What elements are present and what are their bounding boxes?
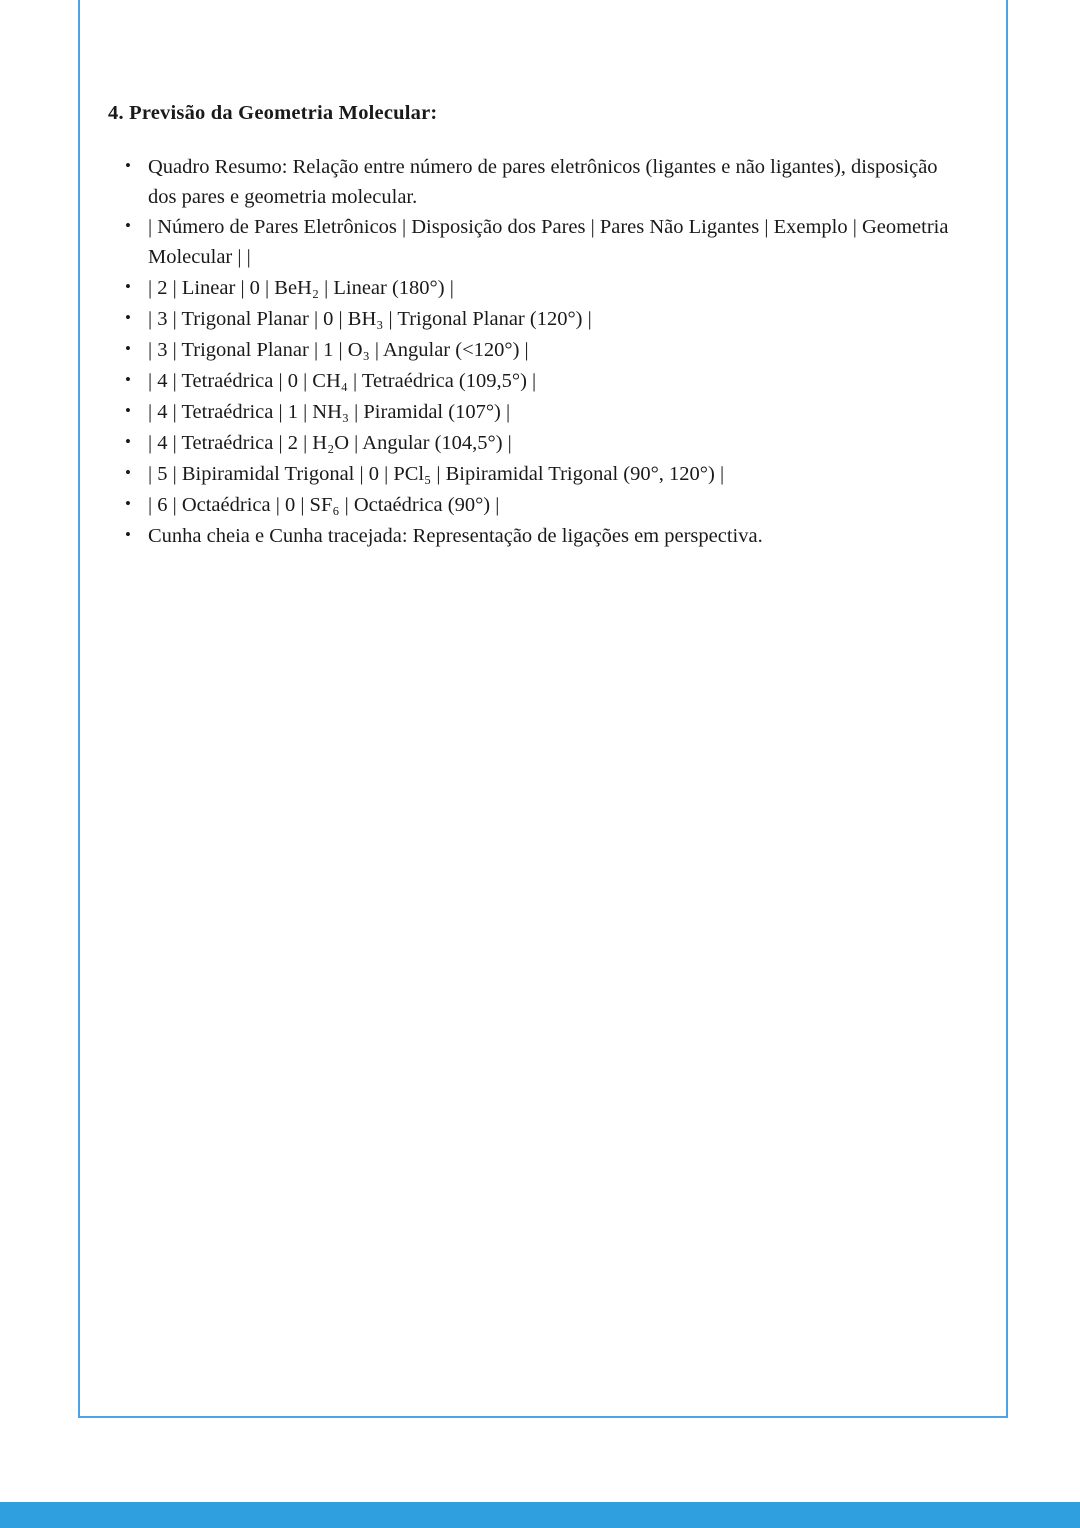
bullet-list xyxy=(108,153,968,552)
list-item xyxy=(108,213,968,273)
list-item-text: Quadro Resumo: Relação entre número de pares eletrônicos (ligantes e não ligantes), disposição dos pares e geometria molecular. xyxy=(148,155,938,208)
list-item-text: | 4 | Tetraédrica | 0 | CH₄ | Tetraédrica (109,5°) | xyxy=(148,370,537,393)
list-item-text: | 3 | Trigonal Planar | 0 | BH₃ | Trigonal Planar (120°) | xyxy=(148,308,592,331)
list-item-text: | Número de Pares Eletrônicos | Disposição dos Pares | Pares Não Ligantes | Exemplo | Geometria Molecular | | xyxy=(148,216,949,269)
list-item-text: | 5 | Bipiramidal Trigonal | 0 | PCl₅ | Bipiramidal Trigonal (90°, 120°) | xyxy=(148,462,725,485)
list-item xyxy=(108,398,968,428)
list-item xyxy=(108,305,968,335)
list-item-text: | 2 | Linear | 0 | BeH₂ | Linear (180°) | xyxy=(148,277,454,300)
list-item-text: | 4 | Tetraédrica | 2 | H₂O | Angular (104,5°) | xyxy=(148,431,512,454)
document-content xyxy=(108,100,968,553)
list-item xyxy=(108,429,968,459)
list-item xyxy=(108,336,968,366)
page-title: 4. Previsão da Geometria Molecular: xyxy=(108,102,438,124)
list-item xyxy=(108,153,968,213)
list-item xyxy=(108,522,968,552)
list-item xyxy=(108,491,968,521)
list-item-text: Cunha cheia e Cunha tracejada: Representação de ligações em perspectiva. xyxy=(148,524,763,547)
list-item-text: | 4 | Tetraédrica | 1 | NH₃ | Piramidal (107°) | xyxy=(148,401,511,424)
page-border-frame xyxy=(78,0,1008,1418)
list-item xyxy=(108,274,968,304)
list-item-text: | 6 | Octaédrica | 0 | SF₆ | Octaédrica (90°) | xyxy=(148,493,500,516)
footer-bar xyxy=(0,1502,1080,1528)
list-item xyxy=(108,367,968,397)
list-item xyxy=(108,460,968,490)
list-item-text: | 3 | Trigonal Planar | 1 | O₃ | Angular (<120°) | xyxy=(148,339,529,362)
